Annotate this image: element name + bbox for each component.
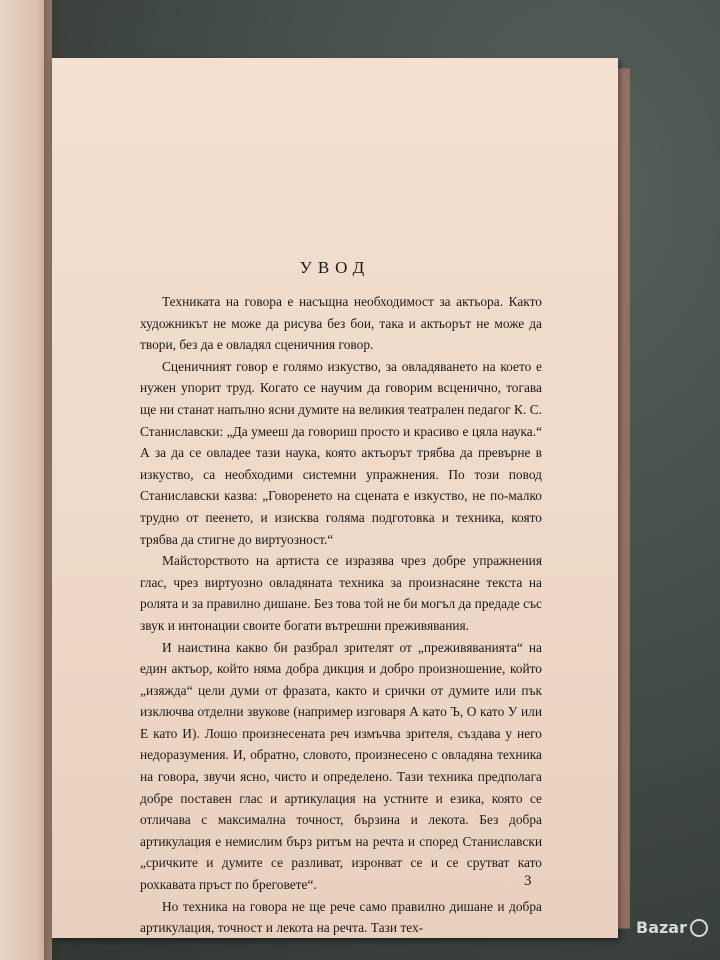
paragraph: Но техника на говора не ще рече само правилно дишане и добра артикулация, точност и лекота на речта. Тази тех- [140, 898, 542, 936]
paragraph: Техниката на говора е насъщна необходимост за актьора. Както художникът не може да рисува без бои, така и актьорът не може да твори, без да е овладял сценичния говор. [140, 294, 542, 353]
watermark-text: Bazar [636, 918, 687, 937]
body-text [140, 291, 542, 939]
paragraph: Сценичният говор е голямо изкуство, за овладяването на което е нужен упорит труд. Когато се научим да говорим всценично, тогава ще ни станат напълно ясни думите на великия театрален педагог К. С. Станиславски: „Да умееш да говориш просто и красиво е цяла наука.“ А за да се овладее тази наука, която актьорът трябва да превърне в изкуство, са необходими системни упражнения. По този повод Станиславски казва: „Говоренето на сцената е изкуство, не по-малко трудно от пеенето, и изисква голяма подготовка и техника, която трябва да стигне до виртуозност.“ [140, 358, 542, 547]
paragraph: И наистина какво би разбрал зрителят от „преживяванията“ на един актьор, който няма добра дикция и добро произношение, който „изяжда“ цели думи от фразата, както и срички от думите или пък изключва отделни звукове (например изговаря А като Ъ, О като У или Е като И). Лошо произнесената реч измъчва зрителя, създава у него недоразумения. И, обратно, словото, произнесено с овладяна техника на говора, звучи ясно, чисто и определено. Тази техника предполага добре поставен глас и артикулация на устните и езика, която се отличава с максимална точност, бързина и лекота. Без добра артикулация е немислим бърз ритъм на речта и според Станиславски „сричките и думите се разливат, изронват се и се срутват като рохкавата пръст по бреговете“. [140, 639, 542, 893]
book-page [52, 58, 618, 938]
chapter-title: УВОД [299, 258, 371, 277]
page-number: 3 [524, 873, 532, 889]
paragraph: Майсторството на артиста се изразява чрез добре упражнения глас, чрез виртуозно овладяната техника за произнасяне текста на ролята и за правилно дишане. Без това той не би могъл да предаде със звук и интонации своите богати вътрешни преживявания. [140, 553, 542, 633]
watermark-circle-icon [690, 919, 708, 937]
watermark-logo [636, 918, 708, 937]
